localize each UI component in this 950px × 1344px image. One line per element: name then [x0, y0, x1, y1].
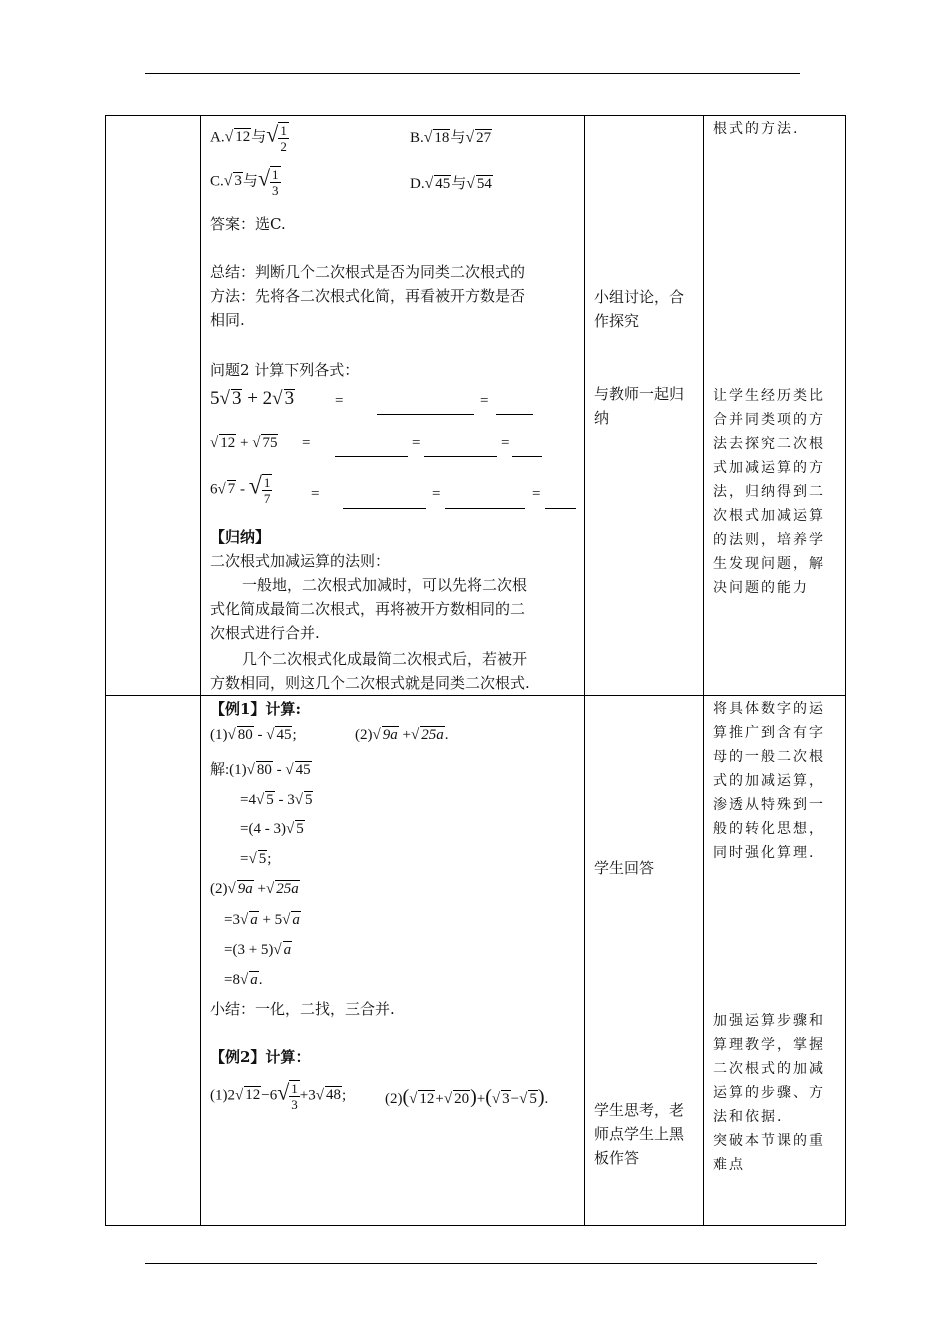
- problem2-eq-3c: =: [532, 486, 541, 502]
- answer-blank: [512, 442, 542, 457]
- problem2-eq-2c: =: [501, 435, 510, 451]
- answer-blank: [343, 494, 426, 509]
- activity-answer: 学生回答: [594, 859, 655, 877]
- problem2-expr-2: √ 12 + √ 75: [210, 435, 278, 451]
- induction-p1-line2: 式化简成最简二次根式，再将被开方数相同的二: [210, 600, 526, 618]
- example1-solution-1: 解:(1)√ 80 - √ 45: [210, 762, 311, 778]
- answer-blank: [377, 400, 474, 415]
- summary-line-2: 方法：先将各二次根式化简，再看被开方数是否: [210, 287, 526, 305]
- footer-rule: [145, 1263, 817, 1264]
- problem2-eq-3b: =: [432, 486, 441, 502]
- example1-q1: (1)√ 80 - √ 45;: [210, 727, 297, 743]
- activity-discuss-1: 小组讨论，合: [594, 288, 685, 306]
- problem2-eq-1a: =: [335, 393, 344, 409]
- activity-summarize-2: 纳: [594, 409, 610, 427]
- option-d: D.√ 45与√ 54: [410, 175, 492, 192]
- problem2-expr-1: 5√ 3 + 2√ 3: [210, 388, 295, 409]
- option-c: C.√ 3与√ $\frac{1}{3}$: [210, 165, 279, 198]
- activity-think-3: 板作答: [594, 1149, 640, 1167]
- intent-top: 根式的方法.: [713, 121, 800, 137]
- answer-blank: [445, 494, 525, 509]
- answer-blank: [496, 400, 533, 415]
- answer-blank: [424, 442, 497, 457]
- induction-p1-line3: 次根式进行合并.: [210, 624, 320, 642]
- answer-text: 答案：选C.: [210, 215, 286, 233]
- activity-think-1: 学生思考，老: [594, 1101, 685, 1119]
- example1-brief: 小结：一化，二找，三合并.: [210, 1000, 395, 1018]
- problem2-eq-3a: =: [311, 486, 320, 502]
- activity-think-2: 师点学生上黑: [594, 1125, 685, 1143]
- answer-blank: [545, 494, 576, 509]
- example1-solution-3: =(4 - 3)√ 5: [240, 821, 304, 837]
- induction-p2-line1: 几个二次根式化成最简二次根式后，若被开: [242, 650, 528, 668]
- example1-solution-4: =√ 5;: [240, 851, 272, 867]
- example1-solution-8: =8√ a.: [224, 972, 263, 988]
- header-rule: [145, 73, 800, 74]
- answer-blank: [335, 442, 408, 457]
- problem2-eq-1b: =: [480, 393, 489, 409]
- option-b: B.√ 18与√ 27: [410, 129, 492, 146]
- example2-q2: (2)(√ 12+√ 20)+(√ 3−√ 5).: [385, 1086, 549, 1108]
- example1-q2: (2)√ 9a +√ 25a.: [355, 727, 449, 743]
- problem2-eq-2a: =: [302, 435, 311, 451]
- example2-q1: (1)2√ 12−6√ $\frac{1}{3}$ +3√ 48;: [210, 1079, 347, 1112]
- problem2-eq-2b: =: [412, 435, 421, 451]
- example2-title: 【例2】计算：: [210, 1048, 311, 1066]
- summary-line-3: 相同.: [210, 311, 245, 329]
- induction-title: 【归纳】: [210, 528, 271, 546]
- induction-p2-line2: 方数相同，则这几个二次根式就是同类二次根式.: [210, 674, 530, 692]
- example1-title: 【例1】计算:: [210, 700, 301, 718]
- example1-solution-7: =(3 + 5)√ a: [224, 942, 292, 958]
- problem2-expr-3: 6√ 7 - √ $\frac{1}{7}$: [210, 473, 271, 506]
- example1-solution-2: =4√ 5 - 3√ 5: [240, 792, 313, 808]
- example1-solution-6: =3√ a + 5√ a: [224, 912, 300, 928]
- example1-solution-5: (2)√ 9a +√ 25a: [210, 881, 299, 897]
- activity-summarize-1: 与教师一起归: [594, 385, 685, 403]
- option-a: A.√ 12与√ $\frac{1}{2}$: [210, 121, 287, 154]
- summary-line-1: 总结：判断几个二次根式是否为同类二次根式的: [210, 263, 526, 281]
- induction-subtitle: 二次根式加减运算的法则：: [210, 552, 391, 570]
- activity-discuss-2: 作探究: [594, 312, 640, 330]
- induction-p1-line1: 一般地，二次根式加减时，可以先将二次根: [242, 576, 528, 594]
- problem2-title: 问题2 计算下列各式：: [210, 361, 360, 379]
